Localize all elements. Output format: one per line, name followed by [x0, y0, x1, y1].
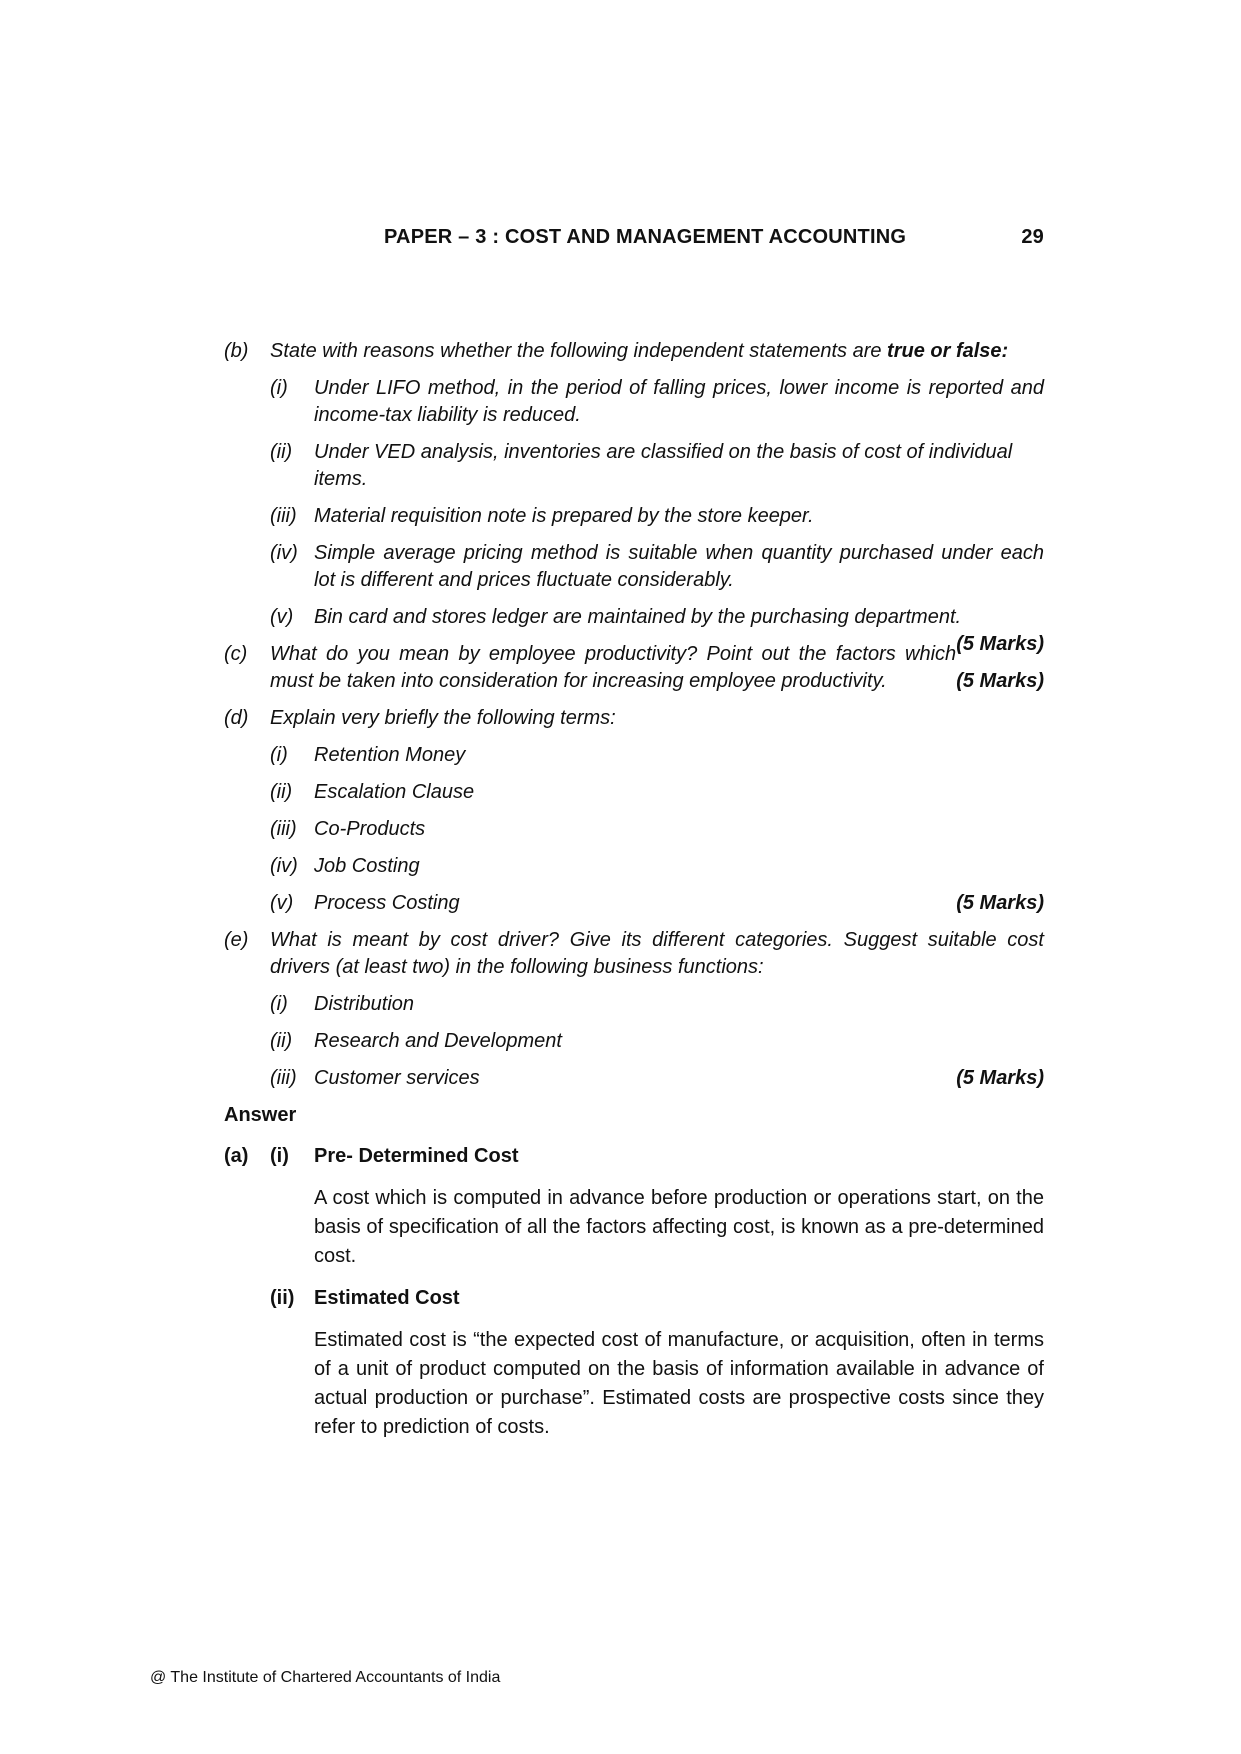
question-intro: Explain very briefly the following terms: — [270, 707, 616, 729]
question-b — [224, 338, 1044, 365]
list-item — [270, 604, 1044, 655]
list-item — [270, 779, 1044, 806]
item-label: (iii) — [270, 1067, 297, 1089]
page-header — [384, 226, 1044, 249]
page-footer: @ The Institute of Chartered Accountants of India — [150, 1669, 501, 1686]
question-intro — [270, 338, 1044, 365]
item-text: Under LIFO method, in the period of falling prices, lower income is reported and income-tax liability is reduced. — [314, 377, 1044, 426]
item-label: (iv) — [270, 542, 298, 564]
item-label: (i) — [270, 993, 288, 1015]
answer-sub-label: (ii) — [270, 1287, 295, 1309]
marks-label: (5 Marks) — [956, 633, 1044, 655]
list-item — [270, 439, 1044, 493]
question-d — [224, 705, 1044, 732]
item-text-content: Bin card and stores ledger are maintained by the purchasing department. — [314, 606, 962, 628]
item-text: Under VED analysis, inventories are classified on the basis of cost of individual items. — [314, 441, 1013, 490]
item-label: (iv) — [270, 855, 298, 877]
item-text — [314, 1065, 1044, 1092]
item-label: (v) — [270, 606, 294, 628]
list-item — [270, 540, 1044, 594]
item-text: Co-Products — [314, 818, 426, 840]
page-content — [224, 338, 1044, 1456]
item-label: (iii) — [270, 505, 297, 527]
item-label: (i) — [270, 377, 288, 399]
item-text: Simple average pricing method is suitable when quantity purchased under each lot is different and prices fluctuate considerably. — [314, 542, 1044, 591]
marks-label: (5 Marks) — [956, 892, 1044, 914]
question-e — [224, 927, 1044, 981]
item-label: (v) — [270, 892, 294, 914]
answer-sub-title: Pre- Determined Cost — [314, 1145, 519, 1167]
list-item — [270, 890, 1044, 917]
list-item — [270, 991, 1044, 1018]
answer-sub-title: Estimated Cost — [314, 1287, 460, 1309]
list-item — [270, 853, 1044, 880]
answer-part-heading — [224, 1285, 1044, 1312]
question-c — [224, 641, 1044, 695]
list-item — [270, 375, 1044, 429]
item-label: (i) — [270, 744, 288, 766]
question-label: (b) — [224, 340, 249, 362]
item-text: Research and Development — [314, 1030, 562, 1052]
item-label: (iii) — [270, 818, 297, 840]
item-text-content: Process Costing — [314, 892, 460, 914]
item-text: Job Costing — [314, 855, 420, 877]
item-text: Material requisition note is prepared by the store keeper. — [314, 505, 814, 527]
question-text — [270, 641, 1044, 695]
answer-body: Estimated cost is “the expected cost of manufacture, or acquisition, often in terms of a unit of product computed on the basis of information available in advance of actual production or purchase”. Estimated costs are prospective costs since they refer to prediction of costs. — [314, 1329, 1044, 1438]
item-text: Retention Money — [314, 744, 466, 766]
question-label: (e) — [224, 929, 249, 951]
list-item — [270, 503, 1044, 530]
item-text: Escalation Clause — [314, 781, 475, 803]
question-intro: What is meant by cost driver? Give its different categories. Suggest suitable cost drivers (at least two) in the following business functions: — [270, 929, 1044, 978]
answer-body: A cost which is computed in advance before production or operations start, on the basis of specification of all the factors affecting cost, is known as a pre-determined cost. — [314, 1187, 1044, 1267]
question-label: (d) — [224, 707, 249, 729]
marks-label: (5 Marks) — [956, 670, 1044, 692]
item-label: (ii) — [270, 1030, 293, 1052]
answer-sub-label: (i) — [270, 1145, 289, 1167]
list-item — [270, 742, 1044, 769]
question-text-content: What do you mean by employee productivity? Point out the factors which must be taken into consideration for increasing employee productivity. — [270, 643, 957, 692]
intro-bold-text: true or false: — [887, 340, 1009, 362]
answer-heading: Answer — [224, 1104, 297, 1126]
list-item — [270, 1065, 1044, 1092]
list-item — [270, 1028, 1044, 1055]
item-label: (ii) — [270, 781, 293, 803]
item-text — [314, 890, 1044, 917]
page-number: 29 — [1021, 226, 1044, 248]
marks-label: (5 Marks) — [956, 1067, 1044, 1089]
answer-label: (a) — [224, 1145, 249, 1167]
item-text-content: Customer services — [314, 1067, 480, 1089]
answer-part-heading — [224, 1143, 1044, 1170]
item-text — [314, 604, 1044, 655]
intro-text: State with reasons whether the following independent statements are — [270, 340, 888, 362]
question-label: (c) — [224, 643, 248, 665]
list-item — [270, 816, 1044, 843]
paper-title: PAPER – 3 : COST AND MANAGEMENT ACCOUNTING — [384, 226, 907, 248]
item-label: (ii) — [270, 441, 293, 463]
item-text: Distribution — [314, 993, 415, 1015]
